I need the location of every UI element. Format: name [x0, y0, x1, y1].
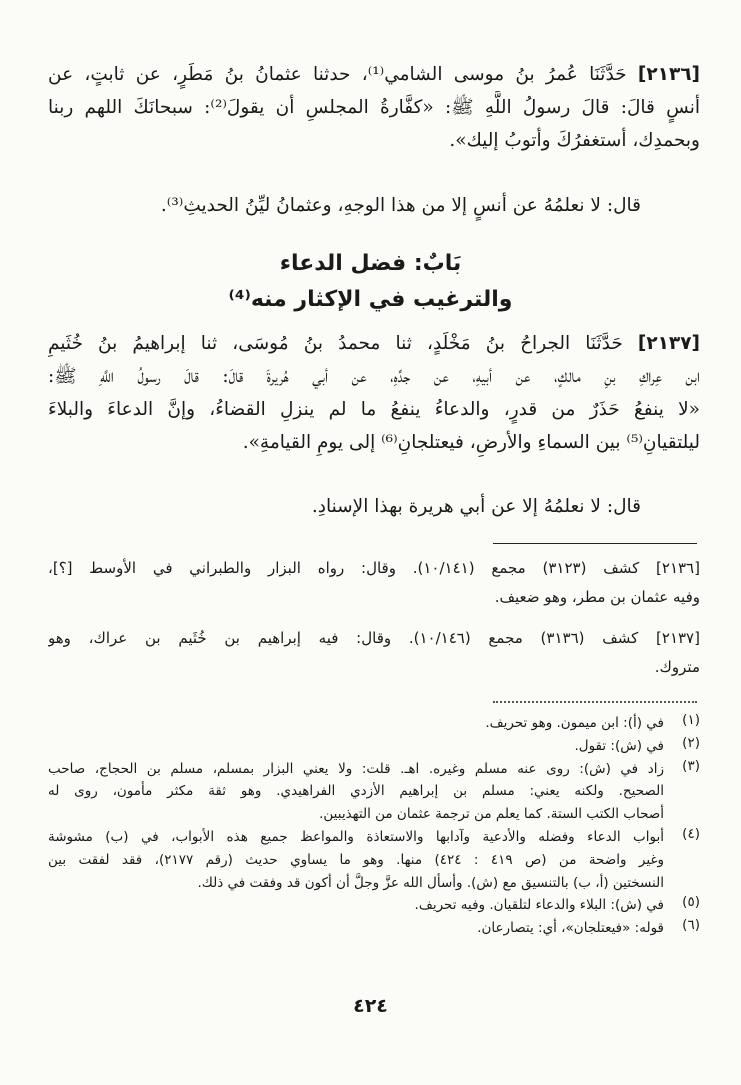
- footnote-3: (٣) زاد في (ش): روى عنه مسلم وغيره. اهـ. قلت: ولا يعني البزار بمسلم، مسلم بن الحجاج، صاحب الصحيح. ولكنه يعني: مسلم بن إبراهيم الأزدي الفراهيدي. وهو ثقة مكثر مأمون، روى له أصحاب الكتب الستة. كما يعلم من ترجمة عثمان من التهذيبين.: [48, 757, 700, 823]
- hadith-line: أنسٍ قالَ: قالَ رسولُ اللَّهِ ﷺ: «كفَّارةُ المجلسِ أن يقولَ⁽²⁾: سبحانَكَ اللهم ربنا: [48, 97, 700, 118]
- hadith-2136-comment: قال: لا نعلمُهُ عن أنسٍ إلا من هذا الوجهِ، وعثمانُ ليِّنُ الحديثِ⁽³⁾.: [160, 195, 641, 216]
- footnote-number: (١): [682, 712, 700, 728]
- hadith-line: ابن عِراكِ بنِ مالكٍ، عن أبيهِ، عن جدِّهِ، عن أبي هُريرةَ قالَ: قالَ رسولُ اللَّهِ ﷺ:: [48, 366, 700, 387]
- hadith-line: [٢١٣٧] حَدَّثَنَا الجراحُ بنُ مَخْلَدٍ، ثنا محمدُ بنُ مُوسَى، ثنا إبراهيمُ بنُ خُثَيمِ: [48, 333, 700, 354]
- footnote-number: (٥): [682, 894, 700, 911]
- hadith-number: [٢١٣٦]: [637, 64, 700, 85]
- chapter-subtitle: والترغيب في الإكثار منه⁽⁴⁾: [228, 287, 513, 312]
- hadith-line: ليلتقيانِ⁽⁵⁾ بين السماءِ والأرضِ، فيعتلجانِ⁽⁶⁾ إلى يومِ القيامةِ».: [242, 432, 700, 453]
- page-number: ٤٢٤: [353, 995, 388, 1017]
- hadith-2137: [48, 327, 700, 459]
- hadith-line: وبحمدِك، أستغفرُكَ وأتوبُ إليك».: [449, 130, 700, 151]
- chapter-title: بَابٌ: فضل الدعاء: [279, 251, 462, 276]
- hadith-2137-comment: قال: لا نعلمُهُ إلا عن أبي هريرة بهذا الإسنادِ.: [311, 496, 641, 517]
- takhrij-divider: [493, 543, 697, 544]
- takhrij-2137: [٢١٣٧] كشف (٣١٣٦) مجمع (١٠/١٤٦). وقال: فيه إبراهيم بن خُثَيم بن عراك، وهو متروك.: [48, 629, 700, 676]
- footnote-4: (٤) أبواب الدعاء وفضله والأدعية وآدابها والاستعاذة والمواعظ جميع هذه الأبواب، في (ب) مشوشة وغير واضحة من (ص ٤١٩ : ٤٢٤) منها. وهو ما يساوي حديث (رقم ٢١٧٧)، فقد لفقت بين النسختين (أ، ب) بالتنسيق مع (ش). وأسأل الله عزَّ وجلَّ أن أكون قد وفقت في ذلك.: [48, 825, 700, 891]
- footnote-6: (٦) قوله: «فيعتلجان»، أي: يتصارعان.: [477, 917, 700, 937]
- footnote-number: (٣): [682, 757, 700, 774]
- footnotes-divider: [493, 701, 697, 703]
- footnotes: [48, 712, 700, 940]
- hadith-line: «لا ينفعُ حَذَرٌ من قدرٍ، والدعاءُ ينفعُ ما لم ينزلِ القضاءُ، وإنَّ الدعاءَ والبلاءَ: [48, 399, 700, 420]
- hadith-number: [٢١٣٧]: [637, 333, 700, 354]
- footnote-number: (٢): [682, 734, 700, 751]
- takhrij-2136: [٢١٣٦] كشف (٣١٢٣) مجمع (١٠/١٤١). وقال: رواه البزار والطبراني في الأوسط [؟]، وفيه عثمان بن مطر، وهو ضعيف.: [48, 559, 700, 606]
- hadith-2136: [48, 58, 700, 157]
- footnote-number: (٤): [682, 825, 700, 842]
- footnote-2: (٢) في (ش): تقول.: [574, 734, 700, 754]
- footnote-number: (٦): [682, 917, 700, 934]
- hadith-line: [٢١٣٦] حَدَّثَنَا عُمرُ بنُ موسى الشامي⁽¹⁾، حدثنا عثمانُ بنُ مَطَرٍ، عن ثابتٍ، عن: [48, 64, 700, 85]
- footnote-1: (١) في (أ): ابن ميمون. وهو تحريف.: [485, 712, 700, 731]
- footnote-5: (٥) في (ش): البلاء والدعاء لتلقيان. وفيه تحريف.: [414, 894, 700, 914]
